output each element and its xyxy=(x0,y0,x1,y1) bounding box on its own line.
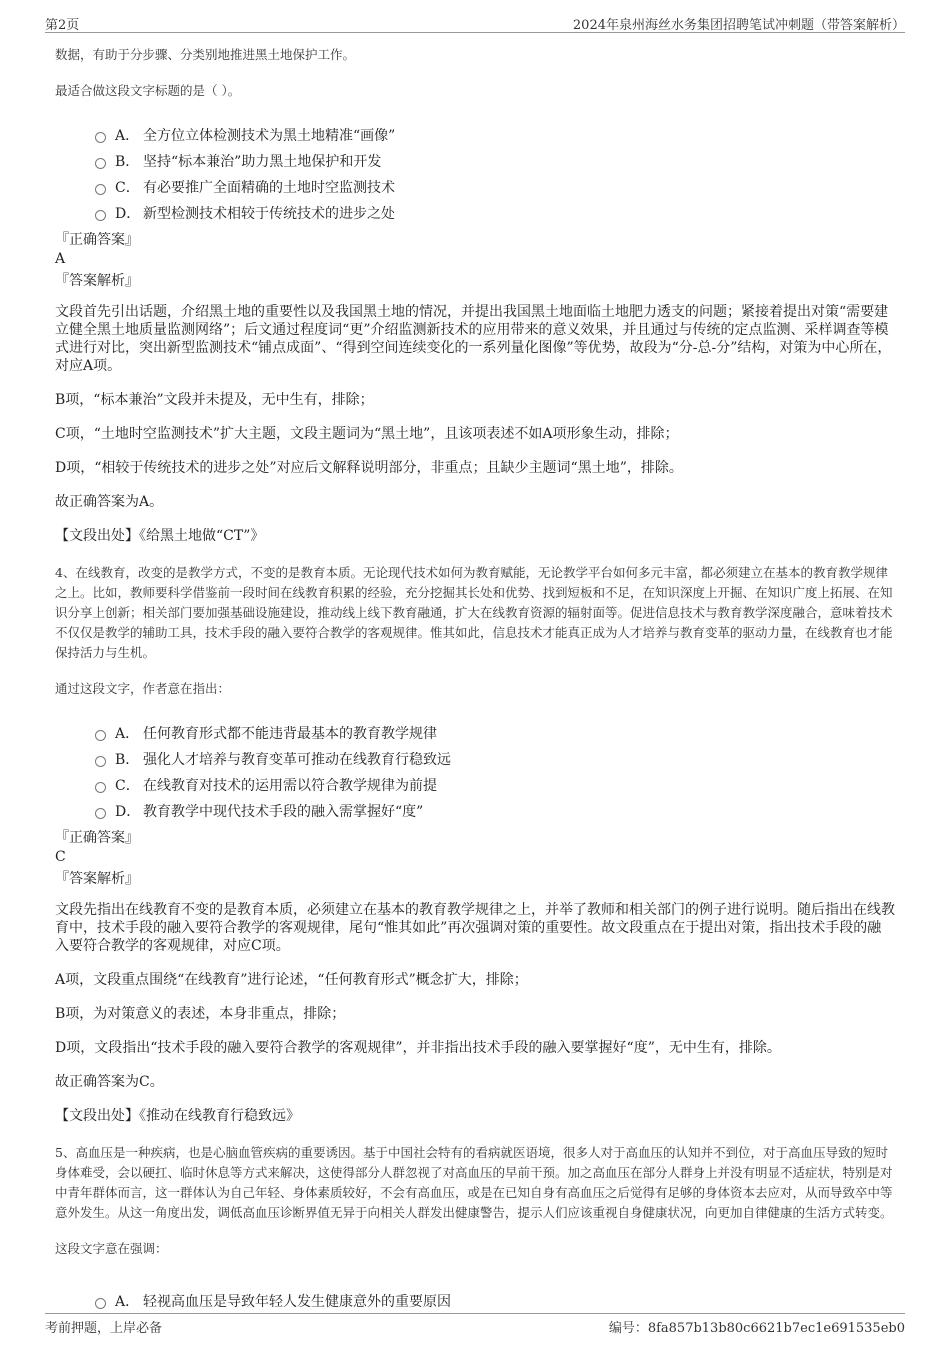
question-5-option-a[interactable]: A． 轻视高血压是导致年轻人发生健康意外的重要原因 xyxy=(95,1289,895,1315)
page-content xyxy=(55,45,895,1315)
analysis-conclusion: 故正确答案为A。 xyxy=(55,494,164,510)
question-5-passage: 5、高血压是一种疾病，也是心脑血管疾病的重要诱因。基于中国社会特有的看病就医语境，很多人对于高血压的认知并不到位，对于高血压导致的短时身体难受，会以硬扛、临时休息等方式来解决，这使得部分人群忽视了对高血压的早前干预。加之高血压在部分人群身上并没有明显不适症状，特别是对中青年群体而言，这一群体认为自己年轻、身体素质较好，不会有高血压，或是在已知自身有高血压之后觉得有足够的身体资本去应对，从而导致卒中等意外发生。从这一角度出发，调低高血压诊断界值无异于向相关人群发出健康警告，提示人们应该重视自身健康状况，向更加自律健康的生活方式转变。 xyxy=(55,1145,893,1220)
question-3-option-a[interactable]: A． 全方位立体检测技术为黑土地精准“画像” xyxy=(95,123,895,149)
passage-source: 【文段出处】《推动在线教育行稳致远》 xyxy=(55,1108,300,1124)
question-4-prompt: 通过这段文字，作者意在指出： xyxy=(55,681,231,696)
analysis-option-d: D项，“相较于传统技术的进步之处”对应后文解释说明部分，非重点；且缺少主题词“黑土地”，排除。 xyxy=(55,460,683,476)
question-4-options xyxy=(95,721,895,825)
passage-source: 【文段出处】《给黑土地做“CT”》 xyxy=(55,528,265,544)
question-4-option-b[interactable]: B． 强化人才培养与教育变革可推动在线教育行稳致远 xyxy=(95,747,895,773)
document-id: 编号：8fa857b13b80c6621b7ec1e691535eb0 xyxy=(608,1321,905,1336)
question-3-option-b[interactable]: B． 坚持“标本兼治”助力黑土地保护和开发 xyxy=(95,149,895,175)
question-4-option-d[interactable]: D． 教育教学中现代技术手段的融入需掌握好“度” xyxy=(95,799,895,825)
question-3 xyxy=(55,45,895,545)
question-3-options xyxy=(95,123,895,227)
radio-icon[interactable] xyxy=(95,132,106,143)
document-title: 2024年泉州海丝水务集团招聘笔试冲刺题（带答案解析） xyxy=(572,18,905,33)
question-5 xyxy=(55,1143,895,1315)
question-3-option-c[interactable]: C． 有必要推广全面精确的土地时空监测技术 xyxy=(95,175,895,201)
question-4-option-c[interactable]: C． 在线教育对技术的运用需以符合教学规律为前提 xyxy=(95,773,895,799)
footer-slogan: 考前押题，上岸必备 xyxy=(45,1321,163,1336)
question-4-option-a[interactable]: A． 任何教育形式都不能违背最基本的教育教学规律 xyxy=(95,721,895,747)
analysis-option-b: B项，“标本兼治”文段并未提及，无中生有，排除； xyxy=(55,392,374,408)
radio-icon[interactable] xyxy=(95,184,106,195)
radio-icon[interactable] xyxy=(95,210,106,221)
answer-value: A xyxy=(55,251,66,267)
answer-label: 『正确答案』 xyxy=(55,830,139,846)
question-3-prompt: 最适合做这段文字标题的是（ ）。 xyxy=(55,83,241,98)
radio-icon[interactable] xyxy=(95,782,106,793)
question-5-prompt: 这段文字意在强调： xyxy=(55,1241,168,1256)
page-number: 第2页 xyxy=(45,18,80,33)
analysis-text: 文段先指出在线教育不变的是教育本质，必须建立在基本的教育教学规律之上，并举了教师和相关部门的例子进行说明。随后指出在线教育中，技术手段的融入要符合教学的客观规律，尾句“惟其如此”再次强调对策的重要性。故文段重点在于提出对策，指出技术手段的融入要符合教学的客观规律，对应C项。 xyxy=(55,902,895,954)
analysis-conclusion: 故正确答案为C。 xyxy=(55,1074,164,1090)
analysis-label: 『答案解析』 xyxy=(55,273,139,289)
analysis-option-d: D项，文段指出“技术手段的融入要符合教学的客观规律”，并非指出技术手段的融入要掌握好“度”，无中生有，排除。 xyxy=(55,1040,781,1056)
question-3-passage-tail: 数据，有助于分步骤、分类别地推进黑土地保护工作。 xyxy=(55,47,356,62)
page-footer xyxy=(45,1313,905,1336)
question-3-option-d[interactable]: D． 新型检测技术相较于传统技术的进步之处 xyxy=(95,201,895,227)
radio-icon[interactable] xyxy=(95,756,106,767)
analysis-option-a: A项，文段重点围绕“在线教育”进行论述，“任何教育形式”概念扩大，排除； xyxy=(55,972,528,988)
radio-icon[interactable] xyxy=(95,808,106,819)
radio-icon[interactable] xyxy=(95,158,106,169)
question-4-passage: 4、在线教育，改变的是教学方式，不变的是教育本质。无论现代技术如何为教育赋能，无论教学平台如何多元丰富，都必须建立在基本的教育教学规律之上。比如，教师要科学借鉴前一段时间在线教育积累的经验，充分挖掘其长处和优势、找到短板和不足，在知识深度上开掘、在知识广度上拓展、在知识分享上创新；相关部门要加强基础设施建设，推动线上线下教育融通，扩大在线教育资源的辐射面等。促进信息技术与教育教学深度融合，意味着技术不仅仅是教学的辅助工具，技术手段的融入要符合教学的客观规律。惟其如此，信息技术才能真正成为人才培养与教育变革的驱动力量，在线教育也才能保持活力与生机。 xyxy=(55,565,893,660)
analysis-text: 文段首先引出话题，介绍黑土地的重要性以及我国黑土地的情况，并提出我国黑土地面临土地肥力透支的问题；紧接着提出对策“需要建立健全黑土地质量监测网络”；后文通过程度词“更”介绍监测新技术的应用带来的意义效果，并且通过与传统的定点监测、采样调查等模式进行对比，突出新型监测技术“铺点成面”、“得到空间连续变化的一系列量化图像”等优势，故段为“分-总-分”结构，对策为中心所在，对应A项。 xyxy=(55,304,892,374)
analysis-option-c: C项，“土地时空监测技术”扩大主题，文段主题词为“黑土地”，且该项表述不如A项形象生动，排除； xyxy=(55,426,679,442)
answer-value: C xyxy=(55,849,66,865)
radio-icon[interactable] xyxy=(95,1298,106,1309)
page-header xyxy=(45,10,905,33)
radio-icon[interactable] xyxy=(95,730,106,741)
analysis-label: 『答案解析』 xyxy=(55,871,139,887)
answer-label: 『正确答案』 xyxy=(55,232,139,248)
question-5-options xyxy=(95,1289,895,1315)
analysis-option-b: B项，为对策意义的表述，本身非重点，排除； xyxy=(55,1006,346,1022)
question-4 xyxy=(55,563,895,1125)
